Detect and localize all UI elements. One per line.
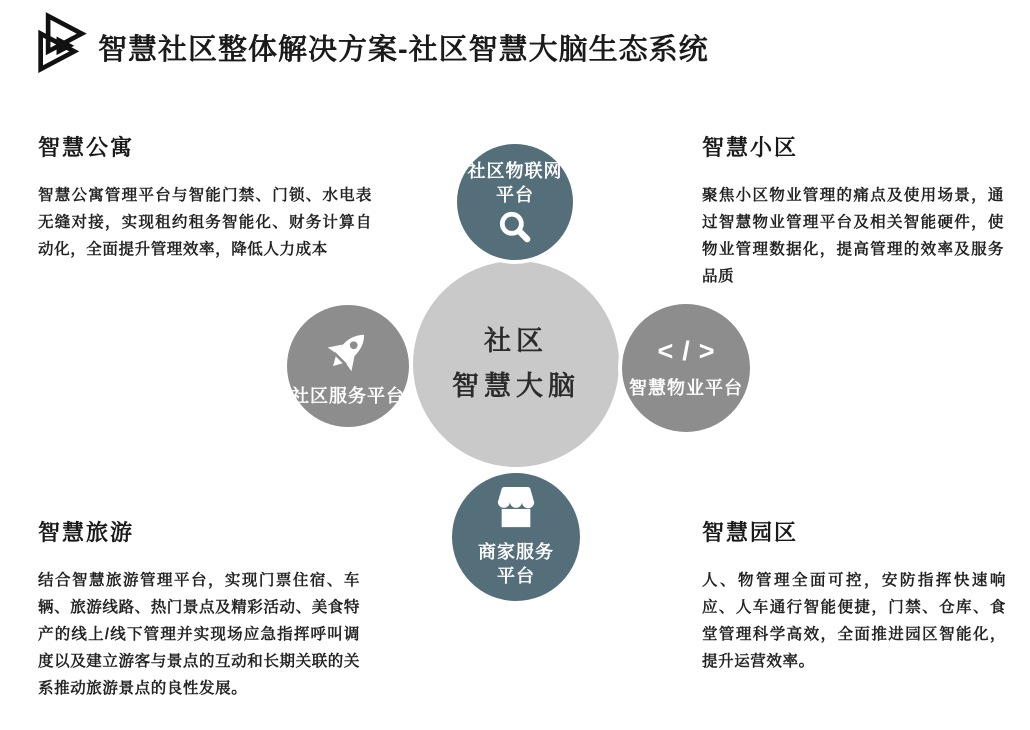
node-smart-property-label: 智慧物业平台 xyxy=(629,378,743,398)
section-heading-smart-community: 智慧小区 xyxy=(702,135,799,160)
section-body-smart-community: 聚焦小区物业管理的痛点及使用场景，通过智慧物业管理平台及相关智能硬件，使物业管理数据化，提高管理的效率及服务品质 xyxy=(702,187,1004,285)
center-node-label-line2: 智慧大脑 xyxy=(452,371,580,401)
node-community-service-platform xyxy=(287,305,409,427)
node-iot-label-line2: 平台 xyxy=(496,185,534,205)
section-smart-apartment xyxy=(38,131,372,263)
section-heading-smart-tourism: 智慧旅游 xyxy=(38,520,135,545)
section-smart-tourism xyxy=(38,516,360,702)
rocket-icon xyxy=(322,325,374,382)
section-smart-park xyxy=(702,516,1006,675)
center-node-label-line1: 社区 xyxy=(484,326,548,356)
section-body-smart-apartment: 智慧公寓管理平台与智能门禁、门锁、水电表无缝对接，实现租约租务智能化、财务计算自动化，全面提升管理效率，降低人力成本 xyxy=(38,187,372,258)
magnifier-icon xyxy=(497,210,533,251)
section-smart-community xyxy=(702,131,1004,290)
center-node-community-smart-brain xyxy=(413,261,619,467)
header xyxy=(36,12,709,74)
node-smart-property-platform xyxy=(622,304,750,432)
node-community-service-label: 社区服务平台 xyxy=(291,385,405,406)
storefront-icon xyxy=(491,486,541,535)
node-merchant-label-line2: 平台 xyxy=(497,566,535,586)
code-icon: </> xyxy=(657,336,724,366)
node-iot-platform xyxy=(457,144,573,260)
section-body-smart-park: 人、物管理全面可控，安防指挥快速响应、人车通行智能便捷，门禁、仓库、食堂管理科学高效，全面推进园区智能化，提升运营效率。 xyxy=(702,572,1006,670)
node-merchant-label-line1: 商家服务 xyxy=(478,542,554,562)
node-merchant-service-platform xyxy=(452,473,580,601)
node-iot-label-line1: 社区物联网 xyxy=(467,161,563,181)
triangle-play-logo-icon xyxy=(36,12,92,74)
section-heading-smart-park: 智慧园区 xyxy=(702,520,799,545)
section-heading-smart-apartment: 智慧公寓 xyxy=(38,135,135,160)
section-body-smart-tourism: 结合智慧旅游管理平台，实现门票住宿、车辆、旅游线路、热门景点及精彩活动、美食特产的线上/线下管理并实现场应急指挥呼叫调度以及建立游客与景点的互动和长期关联的关系推动旅游景点的良性发展。 xyxy=(38,572,361,697)
page-title: 智慧社区整体解决方案-社区智慧大脑生态系统 xyxy=(98,33,709,66)
